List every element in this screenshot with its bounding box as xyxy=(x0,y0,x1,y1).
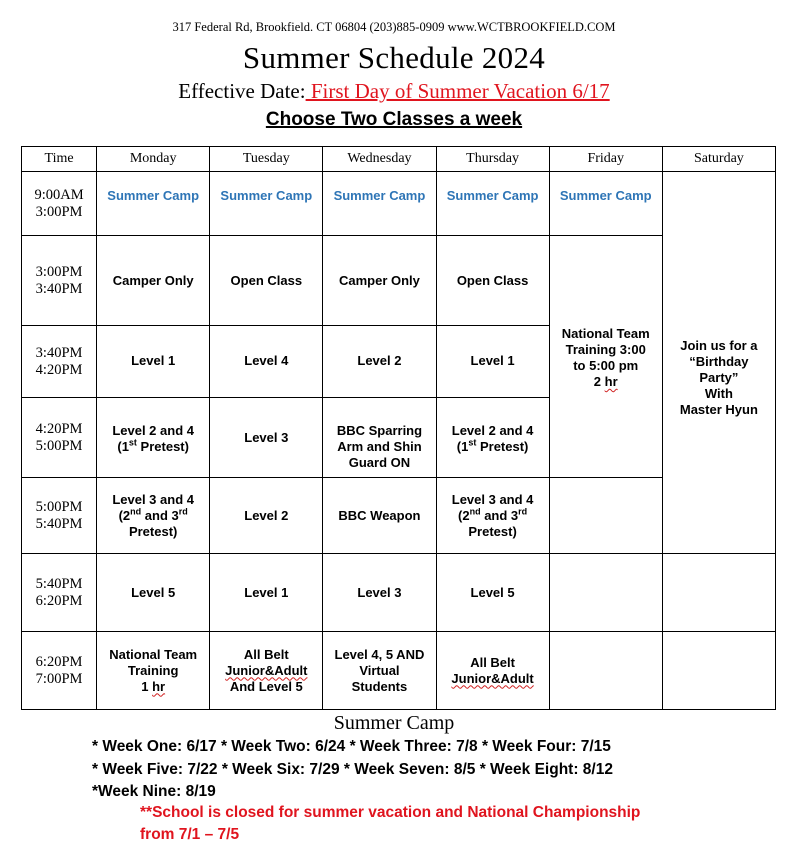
col-header-thursday: Thursday xyxy=(436,147,549,172)
time-cell: 5:00PM 5:40PM xyxy=(22,478,97,554)
class-cell: Summer Camp xyxy=(97,172,210,236)
summer-camp-heading: Summer Camp xyxy=(333,712,455,734)
page-title: Summer Schedule 2024 xyxy=(242,40,546,75)
col-header-saturday: Saturday xyxy=(662,147,775,172)
class-cell: Level 4 xyxy=(210,326,323,398)
time-cell: 3:40PM 4:20PM xyxy=(22,326,97,398)
class-cell: Summer Camp xyxy=(210,172,323,236)
class-cell: Camper Only xyxy=(97,236,210,326)
class-cell: Level 2 xyxy=(323,326,436,398)
empty-cell xyxy=(549,554,662,632)
class-cell: Open Class xyxy=(210,236,323,326)
class-cell: Level 1 xyxy=(436,326,549,398)
class-cell: Level 4, 5 AND Virtual Students xyxy=(323,632,436,710)
table-row xyxy=(22,554,776,632)
class-cell: Level 2 and 4 (1st Pretest) xyxy=(436,398,549,478)
camp-weeks-line-3: *Week Nine: 8/19 xyxy=(92,783,216,800)
class-cell: Level 5 xyxy=(436,554,549,632)
class-cell: Level 3 and 4 (2nd and 3rd Pretest) xyxy=(436,478,549,554)
class-cell: Camper Only xyxy=(323,236,436,326)
col-header-tuesday: Tuesday xyxy=(210,147,323,172)
table-row xyxy=(22,172,776,236)
time-cell: 9:00AM 3:00PM xyxy=(22,172,97,236)
empty-cell xyxy=(549,478,662,554)
time-cell: 3:00PM 3:40PM xyxy=(22,236,97,326)
saturday-merged-cell: Join us for a “Birthday Party” With Master Hyun xyxy=(662,172,775,554)
effective-date-line xyxy=(0,79,788,104)
class-cell: Open Class xyxy=(436,236,549,326)
col-header-wednesday: Wednesday xyxy=(323,147,436,172)
col-header-monday: Monday xyxy=(97,147,210,172)
empty-cell xyxy=(662,632,775,710)
class-cell: All Belt Junior&Adult And Level 5 xyxy=(210,632,323,710)
class-cell: Level 3 and 4 (2nd and 3rd Pretest) xyxy=(97,478,210,554)
time-cell: 4:20PM 5:00PM xyxy=(22,398,97,478)
camp-weeks-line-2: * Week Five: 7/22 * Week Six: 7/29 * Week Seven: 8/5 * Week Eight: 8/12 xyxy=(92,761,613,778)
class-cell: Level 3 xyxy=(323,554,436,632)
time-cell: 5:40PM 6:20PM xyxy=(22,554,97,632)
camp-weeks-line-1: * Week One: 6/17 * Week Two: 6/24 * Week Three: 7/8 * Week Four: 7/15 xyxy=(92,738,611,755)
closure-notice-line-2: from 7/1 – 7/5 xyxy=(140,826,240,843)
class-cell: Level 5 xyxy=(97,554,210,632)
class-cell: Summer Camp xyxy=(436,172,549,236)
choose-classes-subtitle xyxy=(0,109,788,131)
class-cell: Summer Camp xyxy=(323,172,436,236)
class-cell: BBC Sparring Arm and Shin Guard ON xyxy=(323,398,436,478)
empty-cell xyxy=(662,554,775,632)
closure-notice-line-1: **School is closed for summer vacation and National Championship xyxy=(140,804,641,821)
schedule-table xyxy=(21,146,776,710)
class-cell: Level 1 xyxy=(210,554,323,632)
class-cell: Level 3 xyxy=(210,398,323,478)
effective-date-value: First Day of Summer Vacation 6/17 xyxy=(305,79,610,103)
class-cell: National Team Training 1 hr xyxy=(97,632,210,710)
table-row xyxy=(22,632,776,710)
empty-cell xyxy=(549,632,662,710)
class-cell: Level 1 xyxy=(97,326,210,398)
col-header-time: Time xyxy=(22,147,97,172)
header-row xyxy=(22,147,776,172)
class-cell: BBC Weapon xyxy=(323,478,436,554)
friday-national-team-cell: National Team Training 3:00 to 5:00 pm 2 hr xyxy=(549,236,662,478)
col-header-friday: Friday xyxy=(549,147,662,172)
time-cell: 6:20PM 7:00PM xyxy=(22,632,97,710)
class-cell: Summer Camp xyxy=(549,172,662,236)
subtitle-text: Choose Two Classes a week xyxy=(265,109,523,130)
class-cell: Level 2 xyxy=(210,478,323,554)
school-address: 317 Federal Rd, Brookfield. CT 06804 (203)885-0909 www.WCTBROOKFIELD.COM xyxy=(172,20,616,34)
class-cell: All Belt Junior&Adult xyxy=(436,632,549,710)
effective-date-label: Effective Date: xyxy=(178,79,306,103)
class-cell: Level 2 and 4 (1st Pretest) xyxy=(97,398,210,478)
